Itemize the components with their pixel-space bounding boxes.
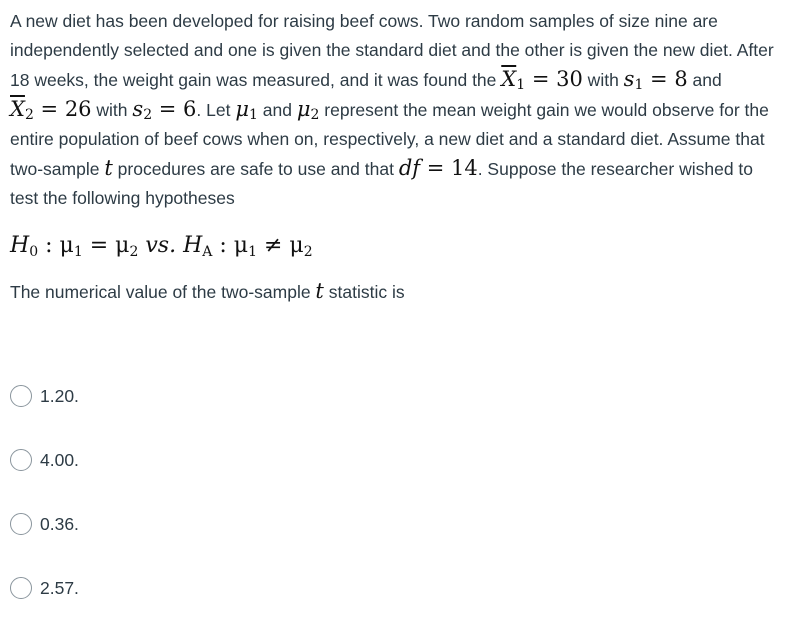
answer-option[interactable] bbox=[10, 492, 79, 556]
hypotheses: $H_0$ : $\mu_1 = \mu_2$ vs. $H_A$ : $\mu_1 \ne \mu_2$ bbox=[10, 233, 313, 260]
answer-list bbox=[10, 364, 79, 620]
radio-button[interactable] bbox=[10, 449, 32, 471]
answer-option[interactable] bbox=[10, 364, 79, 428]
answer-option[interactable] bbox=[10, 556, 79, 620]
s1: $s_1 = 8$ bbox=[623, 67, 688, 93]
x2-bar: $\overline{X}_2 = 26$ bbox=[10, 97, 92, 123]
answer-label: 2.57. bbox=[40, 577, 79, 598]
question-text: A new diet has been developed for raising beef cows. Two random samples of size nine are independently selected and one is given the standard diet and the other is given the new diet. After 18 weeks, the weight gain was measured, and it was found the $\overline{X}_1 = 30$ with $s_1 = 8$ and $\overline{X}_2 = 26$ with $s_2 = 6$. Let $\mu_1$ and $\mu_2$ represent the mean weight gain we would observe for the entire population of beef cows when on, respectively, a new diet and a standard diet. Assume that two-sample t procedures are safe to use and that df = 14. Suppose the researcher wished to test the following hypotheses bbox=[10, 11, 774, 208]
t-symbol: t bbox=[104, 156, 113, 180]
question-body bbox=[10, 7, 780, 307]
mu2: $\mu_2$ bbox=[296, 97, 320, 123]
radio-button[interactable] bbox=[10, 577, 32, 599]
df: df = 14 bbox=[398, 156, 478, 180]
question-prompt: The numerical value of the two-sample t statistic is bbox=[10, 279, 405, 303]
s2: $s_2 = 6$ bbox=[132, 97, 197, 123]
t-symbol: t bbox=[315, 279, 324, 303]
mu1: $\mu_1$ bbox=[235, 97, 258, 123]
x1-bar: $\overline{X}_1 = 30$ bbox=[501, 67, 583, 93]
answer-label: 0.36. bbox=[40, 513, 79, 534]
answer-option[interactable] bbox=[10, 428, 79, 492]
answer-label: 1.20. bbox=[40, 385, 79, 406]
radio-button[interactable] bbox=[10, 385, 32, 407]
answer-label: 4.00. bbox=[40, 449, 79, 470]
radio-button[interactable] bbox=[10, 513, 32, 535]
